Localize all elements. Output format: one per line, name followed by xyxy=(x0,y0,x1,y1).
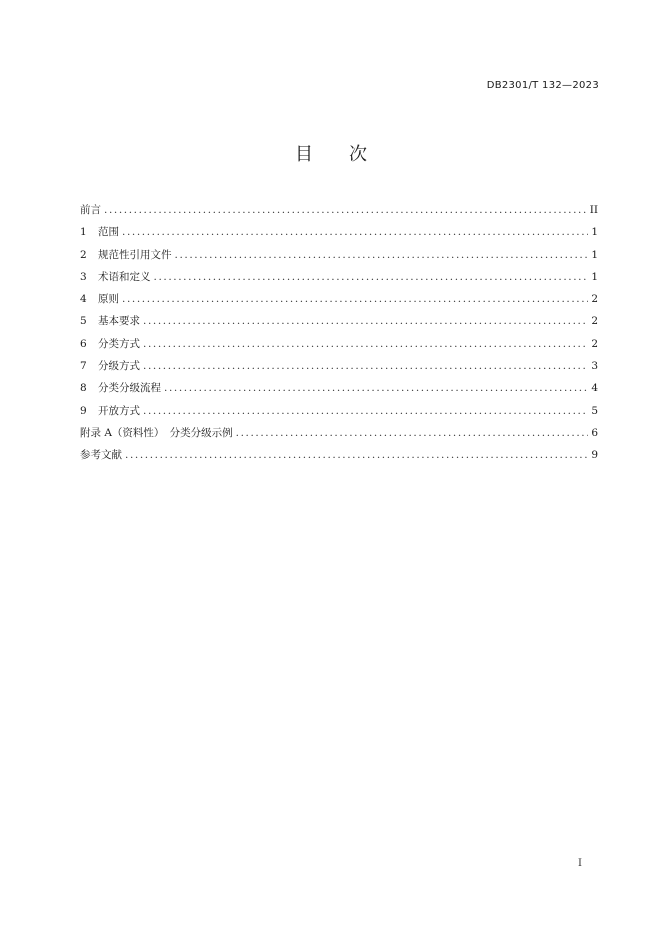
toc-dot-leader xyxy=(164,377,588,399)
toc-entry-classification-method[interactable] xyxy=(80,333,598,355)
table-of-contents xyxy=(80,199,598,467)
toc-dot-leader xyxy=(125,444,588,466)
document-code: DB2301/T 132—2023 xyxy=(486,80,599,91)
toc-entry-page: 6 xyxy=(591,426,598,439)
toc-entry-number: 8 xyxy=(80,382,87,395)
toc-entry-page: II xyxy=(589,204,598,216)
toc-entry-label: 分类方式 xyxy=(98,337,140,350)
toc-entry-page: 2 xyxy=(591,337,598,350)
toc-entry-page: 1 xyxy=(591,270,598,283)
toc-dot-leader xyxy=(143,355,588,377)
toc-entry-number: 9 xyxy=(80,404,87,417)
toc-entry-number: 5 xyxy=(80,315,87,328)
toc-entry-label: 参考文献 xyxy=(80,449,122,462)
toc-entry-normative-references[interactable] xyxy=(80,244,598,266)
toc-entry-page: 3 xyxy=(591,360,598,373)
toc-entry-number: 6 xyxy=(80,337,87,350)
toc-entry-label: 基本要求 xyxy=(98,315,140,328)
toc-entry-label: 规范性引用文件 xyxy=(98,248,172,261)
toc-dot-leader xyxy=(143,400,588,422)
toc-entry-scope[interactable] xyxy=(80,221,598,243)
toc-dot-leader xyxy=(154,266,589,288)
toc-entry-number: 1 xyxy=(80,226,87,239)
toc-entry-label: 术语和定义 xyxy=(98,270,151,283)
toc-entry-page: 9 xyxy=(591,449,598,462)
toc-dot-leader xyxy=(143,310,588,332)
toc-dot-leader xyxy=(236,422,589,444)
toc-entry-label: 原则 xyxy=(98,293,119,306)
toc-entry-page: 1 xyxy=(591,248,598,261)
toc-entry-label: 前言 xyxy=(80,204,101,216)
toc-entry-page: 2 xyxy=(591,293,598,306)
title-char-1: 目 xyxy=(295,144,313,165)
toc-entry-label: 分级方式 xyxy=(98,360,140,373)
title-char-2: 次 xyxy=(349,144,367,165)
toc-entry-principles[interactable] xyxy=(80,288,598,310)
toc-entry-page: 4 xyxy=(591,382,598,395)
toc-entry-number: 3 xyxy=(80,270,87,283)
toc-entry-grading-method[interactable] xyxy=(80,355,598,377)
toc-entry-bibliography[interactable] xyxy=(80,444,598,466)
toc-entry-appendix-a[interactable] xyxy=(80,422,598,444)
toc-dot-leader xyxy=(143,333,588,355)
toc-entry-number: 2 xyxy=(80,248,87,261)
toc-entry-number: 7 xyxy=(80,360,87,373)
toc-entry-basic-requirements[interactable] xyxy=(80,310,598,332)
toc-entry-page: 5 xyxy=(591,404,598,417)
toc-entry-foreword[interactable] xyxy=(80,199,598,221)
toc-entry-page: 1 xyxy=(591,226,598,239)
toc-entry-label: 范围 xyxy=(98,226,119,239)
toc-entry-label: 附录 A（资料性） 分类分级示例 xyxy=(80,426,233,439)
toc-dot-leader xyxy=(104,199,587,221)
page-title xyxy=(0,140,662,166)
toc-entry-page: 2 xyxy=(591,315,598,328)
toc-entry-number: 4 xyxy=(80,293,87,306)
toc-entry-terms-definitions[interactable] xyxy=(80,266,598,288)
toc-entry-open-method[interactable] xyxy=(80,400,598,422)
toc-entry-label: 开放方式 xyxy=(98,404,140,417)
toc-entry-label: 分类分级流程 xyxy=(98,382,161,395)
toc-entry-classification-process[interactable] xyxy=(80,377,598,399)
toc-dot-leader xyxy=(175,244,589,266)
toc-dot-leader xyxy=(122,288,588,310)
toc-dot-leader xyxy=(122,221,588,243)
page-number: I xyxy=(578,858,582,869)
